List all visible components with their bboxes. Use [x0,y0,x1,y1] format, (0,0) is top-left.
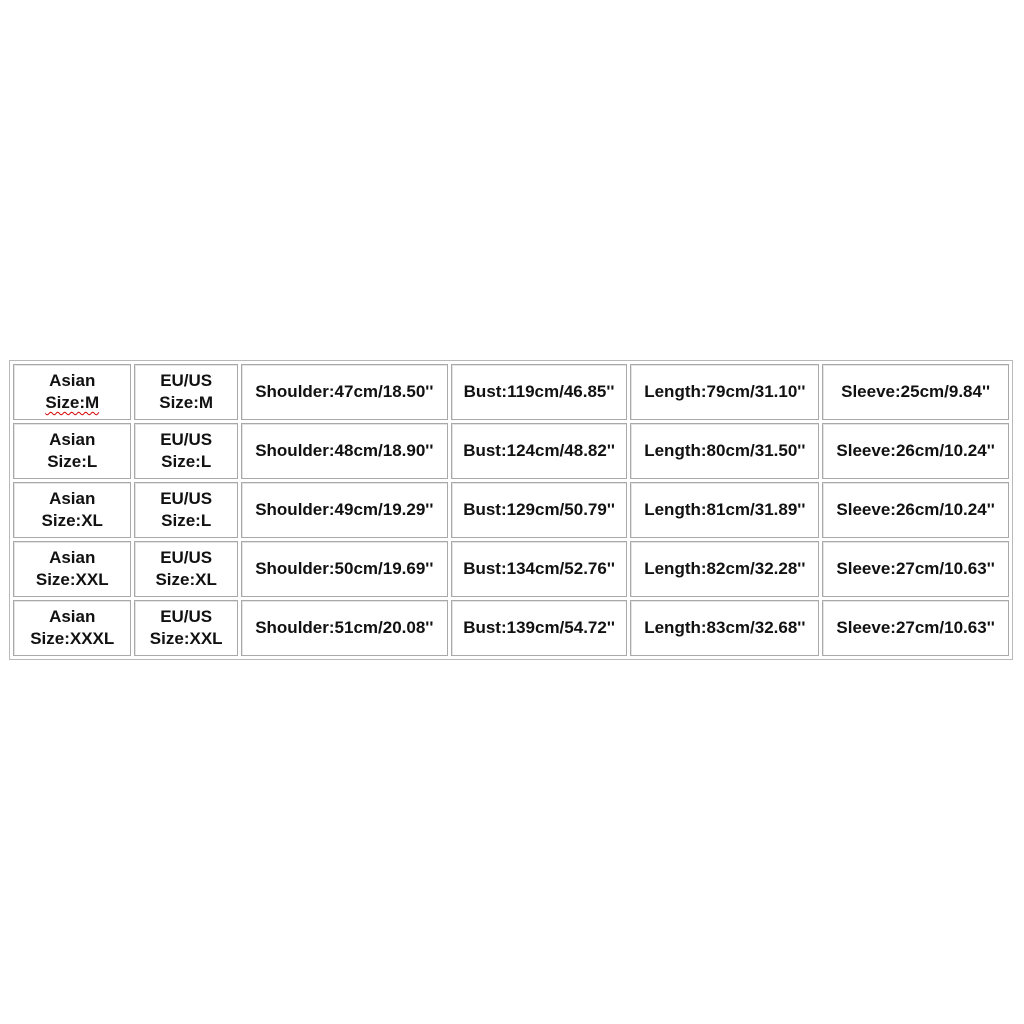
eu-us-size-cell [134,364,237,420]
eu-us-size-cell [134,482,237,538]
eu-us-size-cell [134,423,237,479]
eu-us-label: EU/US [160,371,213,390]
eu-us-size-value: Size:L [161,511,212,530]
shoulder-cell: Shoulder:50cm/19.69'' [241,541,448,597]
bust-cell: Bust:124cm/48.82'' [451,423,628,479]
length-cell: Length:83cm/32.68'' [630,600,819,656]
table-row [13,600,1009,656]
eu-us-label: EU/US [160,430,213,449]
asian-size-cell [13,423,131,479]
sleeve-cell: Sleeve:27cm/10.63'' [822,600,1009,656]
table-row [13,423,1009,479]
eu-us-size-value: Size:XL [155,570,217,589]
shoulder-cell: Shoulder:51cm/20.08'' [241,600,448,656]
asian-size-value: Size:XXL [35,570,109,589]
table-row [13,364,1009,420]
sleeve-cell: Sleeve:26cm/10.24'' [822,482,1009,538]
bust-cell: Bust:139cm/54.72'' [451,600,628,656]
shoulder-cell: Shoulder:49cm/19.29'' [241,482,448,538]
eu-us-label: EU/US [160,489,213,508]
length-cell: Length:80cm/31.50'' [630,423,819,479]
eu-us-size-cell [134,541,237,597]
asian-size-value: Size:XXXL [30,629,115,648]
eu-us-size-value: Size:M [159,393,214,412]
bust-cell: Bust:119cm/46.85'' [451,364,628,420]
shoulder-cell: Shoulder:48cm/18.90'' [241,423,448,479]
length-cell: Length:79cm/31.10'' [630,364,819,420]
asian-label: Asian [49,430,96,449]
asian-label: Asian [49,607,96,626]
eu-us-size-value: Size:L [161,452,212,471]
sleeve-cell: Sleeve:25cm/9.84'' [822,364,1009,420]
asian-label: Asian [49,371,96,390]
table-row [13,482,1009,538]
eu-us-size-cell [134,600,237,656]
sleeve-cell: Sleeve:26cm/10.24'' [822,423,1009,479]
asian-size-cell [13,541,131,597]
eu-us-label: EU/US [160,548,213,567]
asian-size-cell [13,600,131,656]
asian-size-cell [13,482,131,538]
eu-us-label: EU/US [160,607,213,626]
table-row [13,541,1009,597]
asian-size-value: Size:L [47,452,98,471]
length-cell: Length:82cm/32.28'' [630,541,819,597]
length-cell: Length:81cm/31.89'' [630,482,819,538]
asian-label: Asian [49,489,96,508]
bust-cell: Bust:134cm/52.76'' [451,541,628,597]
eu-us-size-value: Size:XXL [149,629,223,648]
sleeve-cell: Sleeve:27cm/10.63'' [822,541,1009,597]
asian-size-cell [13,364,131,420]
asian-label: Asian [49,548,96,567]
asian-size-value: Size:M [45,393,100,412]
bust-cell: Bust:129cm/50.79'' [451,482,628,538]
shoulder-cell: Shoulder:47cm/18.50'' [241,364,448,420]
asian-size-value: Size:XL [41,511,103,530]
size-chart-table [9,360,1013,660]
